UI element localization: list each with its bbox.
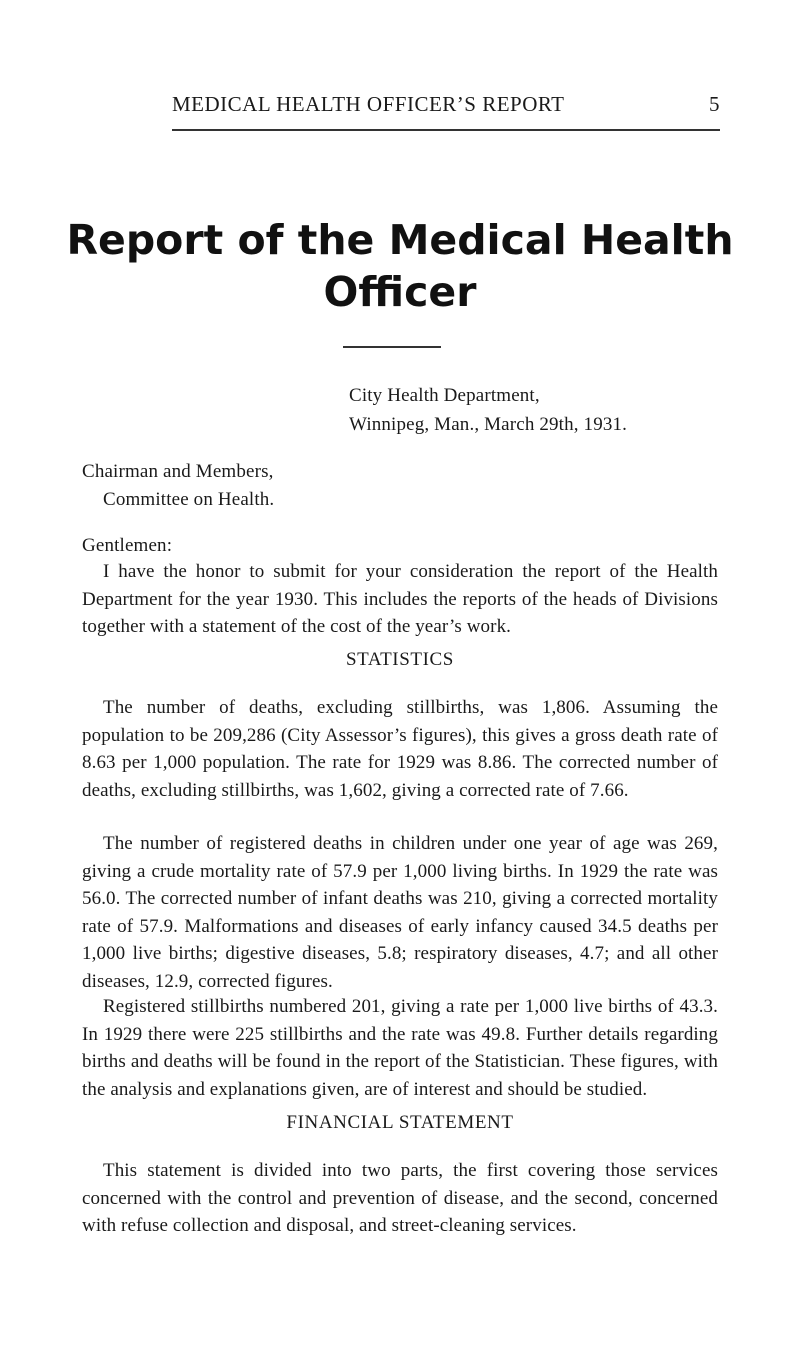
financial-paragraph-1: This statement is divided into two parts, the first covering those services concerned with the control and prevention of disease, and the second, concerned with refuse collection and disposal, and street-cleaning services. — [82, 1160, 718, 1237]
salutation-line-2: Committee on Health. — [103, 489, 275, 510]
page-title-line-1: Report of the Medical Health — [66, 216, 734, 264]
intro-paragraph: I have the honor to submit for your consideration the report of the Health Department for the year 1930. This includes the reports of the heads of Divisions together with a statement of the cost of the year’s work. — [82, 561, 718, 638]
statistics-heading: STATISTICS — [346, 649, 454, 670]
page-title — [0, 214, 800, 318]
title-rule — [343, 346, 441, 348]
greeting: Gentlemen: — [82, 535, 173, 556]
statistics-paragraph-3: Registered stillbirths numbered 201, giving a rate per 1,000 live births of 43.3. In 1929 there were 225 stillbirths and the rate was 49.8. Further details regarding births and deaths will be found in the report of the Statistician. These figures, with the analysis and explanations given, are of interest and should be studied. — [82, 996, 718, 1100]
address-line-1: City Health Department, — [349, 385, 540, 406]
page-title-line-2: Officer — [323, 268, 477, 316]
statistics-paragraph-1: The number of deaths, excluding stillbirths, was 1,806. Assuming the population to be 209,286 (City Assessor’s figures), this gives a gross death rate of 8.63 per 1,000 population. The rate for 1929 was 8.86. The corrected number of deaths, excluding stillbirths, was 1,602, giving a corrected rate of 7.66. — [82, 697, 718, 801]
salutation-line-1: Chairman and Members, — [82, 461, 274, 482]
header-rule — [172, 129, 720, 131]
address-line-2: Winnipeg, Man., March 29th, 1931. — [349, 414, 628, 435]
statistics-paragraph-2: The number of registered deaths in children under one year of age was 269, giving a crude mortality rate of 57.9 per 1,000 living births. In 1929 the rate was 56.0. The corrected number of infant deaths was 210, giving a corrected mortality rate of 57.9. Malformations and diseases of early infancy caused 34.5 deaths per 1,000 live births; digestive diseases, 5.8; respiratory diseases, 4.7; and all other diseases, 12.9, corrected figures. — [82, 833, 718, 992]
running-header-title: MEDICAL HEALTH OFFICER’S REPORT — [172, 92, 565, 116]
page-number: 5 — [709, 92, 720, 116]
financial-statement-heading: FINANCIAL STATEMENT — [286, 1112, 514, 1133]
